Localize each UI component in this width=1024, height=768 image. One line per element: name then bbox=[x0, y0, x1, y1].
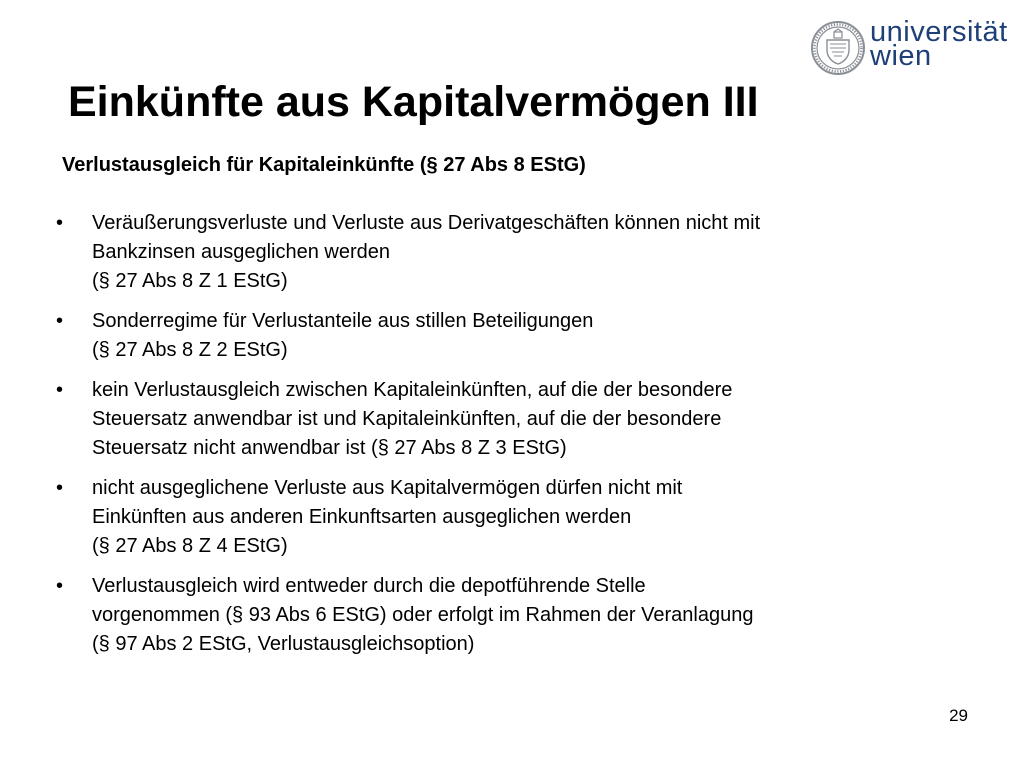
bullet-dot-icon: • bbox=[56, 575, 64, 597]
bullet-text-line: Veräußerungsverluste und Verluste aus Derivatgeschäften können nicht mit bbox=[92, 212, 761, 234]
university-seal-icon bbox=[810, 20, 866, 76]
page-number: 29 bbox=[949, 706, 968, 725]
bullet-dot-icon: • bbox=[56, 379, 64, 401]
bullet-text-line: (§ 27 Abs 8 Z 4 EStG) bbox=[92, 535, 288, 557]
bullet-item bbox=[56, 572, 976, 659]
bullet-text-line: Verlustausgleich wird entweder durch die depotführende Stelle bbox=[92, 575, 646, 597]
bullet-text-line: kein Verlustausgleich zwischen Kapitaleinkünften, auf die der besondere bbox=[92, 379, 733, 401]
bullet-dot-icon: • bbox=[56, 477, 64, 499]
bullet-text-line: (§ 27 Abs 8 Z 2 EStG) bbox=[92, 339, 288, 361]
bullet-text-line: Steuersatz anwendbar ist und Kapitaleinkünften, auf die der besondere bbox=[92, 408, 722, 430]
wordmark-line-2: wien bbox=[870, 40, 932, 72]
university-wordmark bbox=[870, 16, 1008, 72]
bullet-text-line: Bankzinsen ausgeglichen werden bbox=[92, 241, 390, 263]
bullet-item bbox=[56, 376, 976, 463]
slide-subtitle: Verlustausgleich für Kapitaleinkünfte (§ 27 Abs 8 EStG) bbox=[62, 154, 586, 176]
slide-title: Einkünfte aus Kapitalvermögen III bbox=[68, 78, 759, 126]
bullet-text-line: (§ 97 Abs 2 EStG, Verlustausgleichsoption) bbox=[92, 633, 475, 655]
bullet-item bbox=[56, 209, 976, 296]
bullet-text-line: Sonderregime für Verlustanteile aus stillen Beteiligungen bbox=[92, 310, 594, 332]
bullet-text-line: Einkünften aus anderen Einkunftsarten ausgeglichen werden bbox=[92, 506, 632, 528]
bullet-item bbox=[56, 474, 976, 561]
wordmark-line-1: universität bbox=[870, 16, 1008, 48]
bullet-text-line: vorgenommen (§ 93 Abs 6 EStG) oder erfolgt im Rahmen der Veranlagung bbox=[92, 604, 754, 626]
bullet-text-line: Steuersatz nicht anwendbar ist (§ 27 Abs 8 Z 3 EStG) bbox=[92, 437, 567, 459]
bullet-text-line: (§ 27 Abs 8 Z 1 EStG) bbox=[92, 270, 288, 292]
bullet-item bbox=[56, 307, 976, 365]
bullet-dot-icon: • bbox=[56, 310, 64, 332]
bullet-list bbox=[56, 209, 976, 670]
bullet-dot-icon: • bbox=[56, 212, 64, 234]
bullet-text-line: nicht ausgeglichene Verluste aus Kapitalvermögen dürfen nicht mit bbox=[92, 477, 683, 499]
university-logo bbox=[810, 16, 1010, 78]
